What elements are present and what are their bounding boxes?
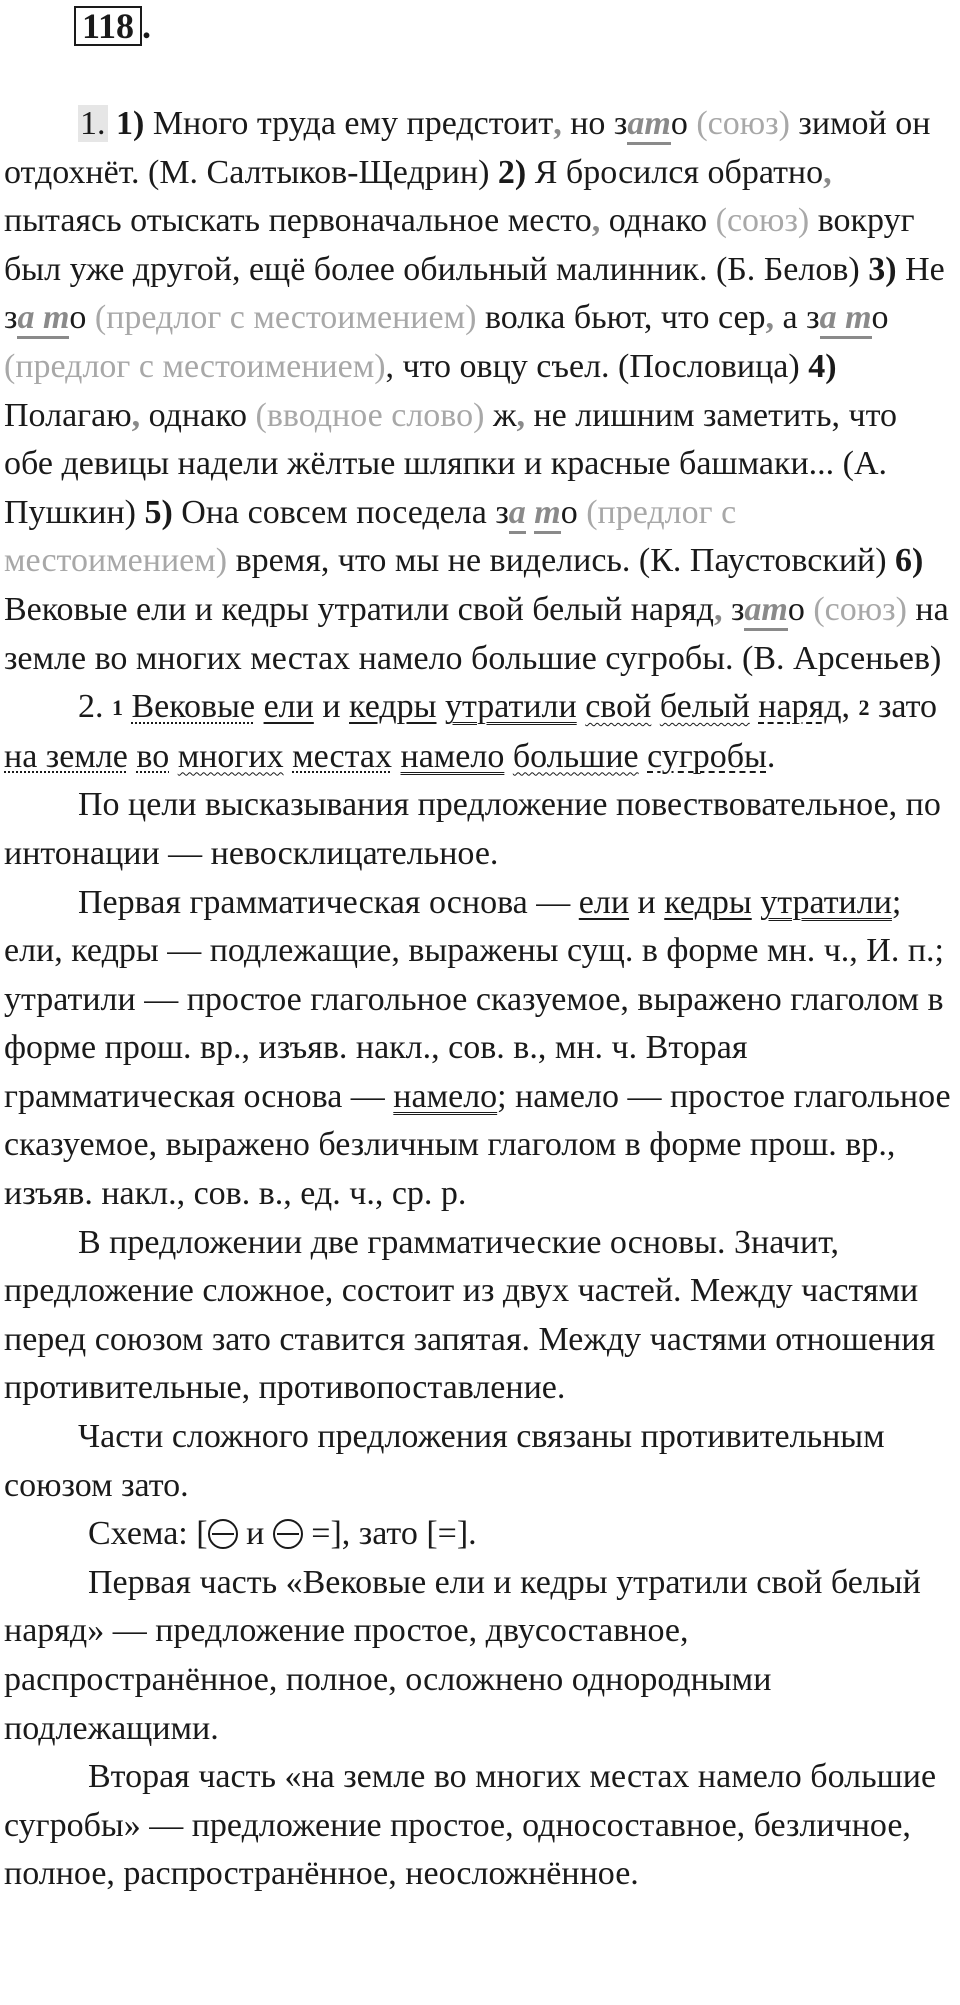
word-mnogih: многих <box>177 737 284 775</box>
sentence-6-text: на земле во многих местах намело большие сугробы. (В. Арсеньев) <box>4 590 949 677</box>
word-zato: зато <box>878 688 938 726</box>
exercise-number-suffix: . <box>142 6 152 46</box>
sentence-5-text: о <box>560 493 587 531</box>
clause-2-marker: 2 <box>858 695 870 721</box>
scheme-label: Схема: [ <box>88 1515 208 1553</box>
sentence-3-text: о <box>69 299 95 337</box>
highlighted-letters: ат <box>744 591 787 631</box>
word-na-zemle: на земле <box>4 737 128 775</box>
task-2-parsed-sentence <box>4 683 954 781</box>
word-kedry: кедры <box>349 688 437 726</box>
sentence-5-text: Она совсем поседела з <box>172 493 509 531</box>
clause-1-marker: 1 <box>112 695 123 721</box>
sentence-1-text: но з <box>561 105 628 142</box>
first-part-paragraph: Первая часть «Вековые ели и кедры утратили свой белый наряд» — предложение простое, двусоставное, распространённое, полное, осложнено однородными подлежащими. <box>4 1563 921 1747</box>
word-naryad: наряд <box>758 688 842 726</box>
subject-kedry: кедры <box>664 883 752 921</box>
sentence-3-text: волка бьют, что сер <box>476 299 766 337</box>
highlighted-letters: а т <box>17 299 69 339</box>
sentence-4-text: не лишним заметить, что обе девицы надели жёлтые шляпки и красные башмаки... (А. Пушкин) <box>4 396 898 531</box>
sentence-6-text: о <box>787 590 814 628</box>
sentence-3-number: 3) <box>868 250 897 288</box>
word-i: и <box>322 688 341 726</box>
sentence-2-text: Я бросился обратно <box>526 153 824 191</box>
subject-circle-icon <box>273 1519 303 1549</box>
word-eli: ели <box>263 688 314 726</box>
inserted-comma: , <box>131 396 141 434</box>
word-vo: во <box>136 737 170 775</box>
exercise-number-box: 118 <box>74 6 142 46</box>
word-vekovye: Вековые <box>131 688 256 726</box>
part-of-speech-note: (предлог с местоимением) <box>94 299 477 337</box>
word-namelo: намело <box>400 737 505 775</box>
scheme-line <box>4 1510 954 1559</box>
highlighted-letters: ат <box>627 105 670 145</box>
inserted-comma: , <box>765 299 775 337</box>
second-part-paragraph: Вторая часть «на земле во многих местах намело большие сугробы» — предложение простое, односоставное, безличное, полное, распространённое, неосложнённое. <box>4 1758 937 1893</box>
sentence-5-number: 5) <box>144 493 173 531</box>
word-utratili: утратили <box>445 688 577 726</box>
exercise-number <box>74 6 151 46</box>
part-of-speech-note: (предлог с местоимением) <box>4 493 737 580</box>
sentence-2-text: однако <box>600 202 716 240</box>
sentence-3-text: а з <box>774 299 820 337</box>
sentence-5-text <box>526 494 535 531</box>
sentence-6-number: 6) <box>895 542 924 580</box>
goal-intonation-paragraph: По цели высказывания предложение повествовательное, по интонации — невосклицательное. <box>4 786 941 872</box>
predicate-utratili: утратили <box>760 883 892 921</box>
inserted-comma: , <box>823 153 832 191</box>
sentence-4-text: однако <box>140 396 256 434</box>
answer-content <box>4 100 954 1899</box>
predicate-namelo: намело <box>393 1077 498 1115</box>
basis-text: ; намело — простое глагольное сказуемое, выражено безличным глаголом в форме прош. вр., изъяв. накл., сов. в., ед. ч., ср. р. <box>4 1077 951 1213</box>
sentence-1-text: Много труда ему предстоит <box>144 105 554 142</box>
sentence-2-text: вокруг был уже другой, ещё более обильный малинник. (Б. Белов) <box>4 202 915 288</box>
sentence-5-text: время, что мы не виделись. (К. Паустовский) <box>227 542 896 580</box>
scheme-conj: и <box>237 1515 273 1553</box>
grammar-basis-paragraph <box>4 879 954 1219</box>
basis-text: Первая грамматическая основа — <box>78 883 579 921</box>
inserted-comma: , <box>591 202 601 240</box>
sentence-4-text: ж <box>484 396 517 434</box>
scheme-rest: =], зато [=]. <box>302 1515 477 1553</box>
task-1-label: 1. <box>80 105 106 142</box>
inserted-comma: , <box>516 396 525 434</box>
highlighted-letters: а <box>509 494 526 534</box>
sentence-1-text: зимой он отдохнёт. (М. Салтыков-Щедрин) <box>4 105 931 191</box>
sentence-3-text: о <box>871 299 889 337</box>
word-mestah: местах <box>292 737 392 775</box>
inserted-comma: , <box>553 105 562 142</box>
two-bases-paragraph: В предложении две грамматические основы. Значит, предложение сложное, состоит из двух частей. Между частями перед союзом зато ставится запятая. Между частями отношения противительные, противопоставление. <box>4 1223 936 1407</box>
part-of-speech-note: (союз) <box>715 202 810 240</box>
highlighted-letters: а т <box>820 299 872 339</box>
word-sugroby: сугробы <box>647 737 767 775</box>
sentence-4-number: 4) <box>808 347 837 385</box>
sentence-1-text: о <box>670 105 697 142</box>
sentence-6-text: з <box>722 590 745 628</box>
sentence-2-text: пытаясь отыскать первоначальное место <box>4 202 592 240</box>
sentence-6-text: Вековые ели и кедры утратили свой белый наряд <box>4 590 714 628</box>
word-svoi: свой <box>585 688 652 726</box>
basis-text: и <box>629 883 665 921</box>
task-1-paragraph <box>4 100 954 683</box>
sentence-3-text: Не з <box>4 250 945 337</box>
basis-text: ; ели, кедры — подлежащие, выражены сущ. в форме мн. ч., И. п.; утратили — простое глагольное сказуемое, выражено глаголом в форме прош. вр., изъяв. накл., сов. в., мн. ч. Вторая грамматическая основа — <box>4 883 944 1115</box>
subject-circle-icon <box>208 1519 238 1549</box>
word-belyi: белый <box>659 688 750 726</box>
subject-eli: ели <box>578 883 630 921</box>
sentence-1-number: 1) <box>116 105 145 142</box>
task-2-label: 2. <box>78 688 104 726</box>
sentence-2-number: 2) <box>497 153 527 191</box>
highlighted-letters: т <box>534 494 560 534</box>
part-of-speech-note: (союз) <box>813 590 907 628</box>
conjunction-link-paragraph: Части сложного предложения связаны противительным союзом зато. <box>4 1418 885 1504</box>
sentence-3-text: , что овцу съел. (Пословица) <box>385 347 809 385</box>
part-of-speech-note: (вводное слово) <box>255 396 485 434</box>
sentence-period: . <box>766 737 776 775</box>
part-of-speech-note: (союз) <box>696 105 790 142</box>
clause-comma: , <box>841 688 850 726</box>
inserted-comma: , <box>713 590 723 628</box>
word-bolshie: большие <box>512 737 639 775</box>
part-of-speech-note: (предлог с местоимением) <box>4 347 386 385</box>
basis-text <box>752 884 761 921</box>
sentence-4-text: Полагаю <box>4 396 132 434</box>
